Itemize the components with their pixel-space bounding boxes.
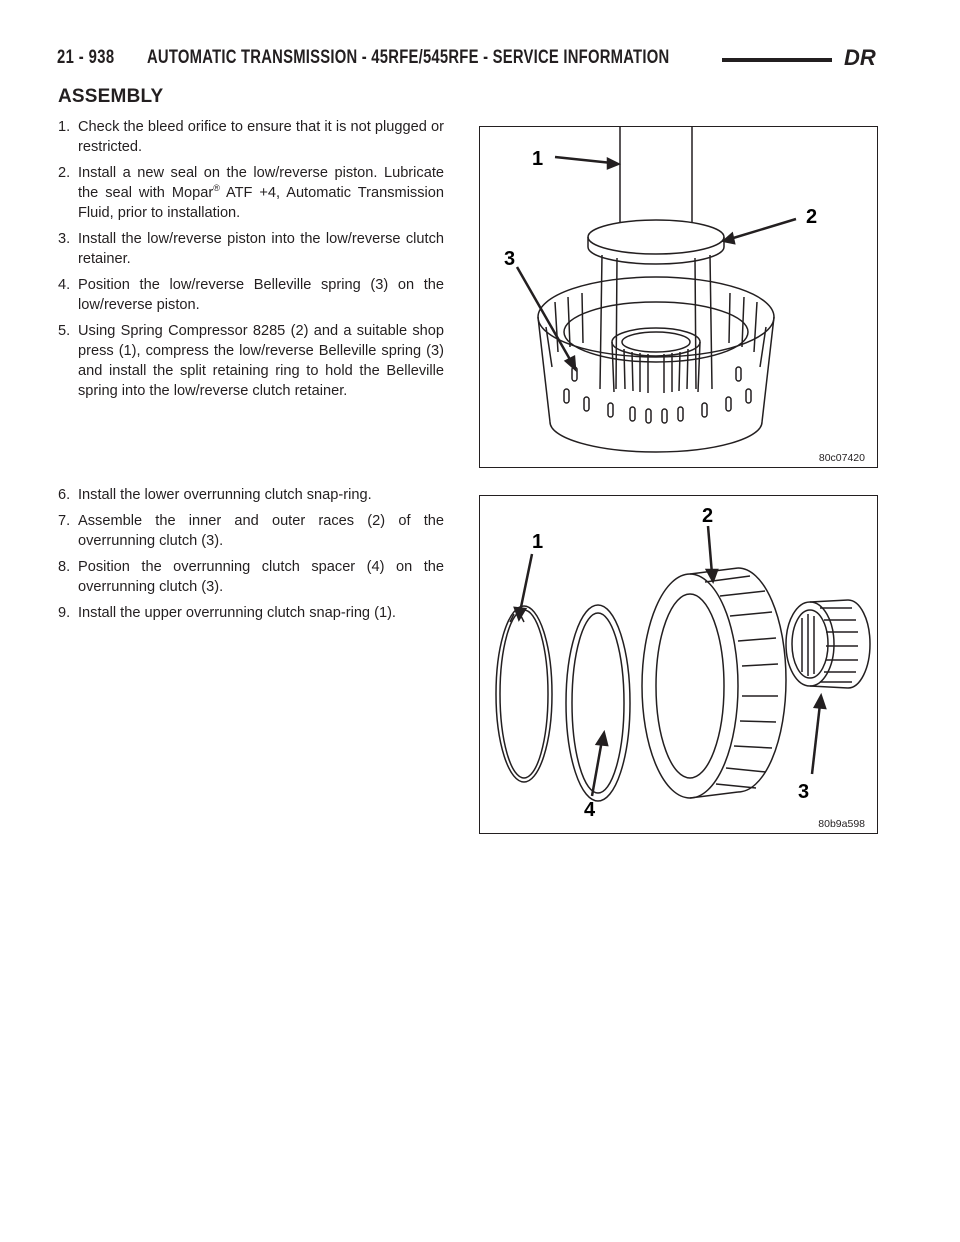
step-6: 6. Install the lower overrunning clutch snap-ring. — [58, 487, 372, 503]
leader-1 — [520, 554, 532, 612]
callout-3: 3 — [798, 781, 810, 803]
step-2: 2. Install a new seal on the low/reverse piston. Lubricate the seal with Mopar® ATF +4, Automatic Transmission Fluid, prior to installation. — [58, 165, 444, 221]
callout-1: 1 — [532, 531, 544, 553]
callout-1: 1 — [532, 148, 544, 170]
spring-compressor-illustration — [480, 127, 877, 467]
section-heading: ASSEMBLY — [58, 86, 164, 107]
header-code: DR — [844, 45, 876, 70]
step-4: 4. Position the low/reverse Belleville spring (3) on the low/reverse piston. — [58, 277, 444, 313]
step-8: 8. Position the overrunning clutch spacer (4) on the overrunning clutch (3). — [58, 559, 444, 595]
page-header — [57, 44, 877, 76]
leader-3 — [812, 704, 820, 774]
step-3: 3. Install the low/reverse piston into the low/reverse clutch retainer. — [58, 231, 444, 267]
assembly-steps-2 — [58, 485, 444, 629]
figure-caption-1: 80c07420 — [818, 452, 865, 464]
step-5: 5. Using Spring Compressor 8285 (2) and a suitable shop press (1), compress the low/reverse Belleville spring (3) and install the split retaining ring to hold the Belleville spring into the low/reverse clutch retainer. — [58, 323, 444, 399]
registered-mark: ® — [213, 183, 220, 194]
callout-4: 4 — [584, 799, 596, 821]
callout-2: 2 — [702, 505, 714, 527]
leader-4 — [592, 740, 602, 796]
figure-caption-2: 80b9a598 — [818, 818, 865, 830]
figure-spring-compressor — [479, 126, 878, 468]
leader-3 — [517, 267, 572, 363]
callout-3: 3 — [504, 248, 516, 270]
assembly-steps-1 — [58, 117, 444, 407]
step-9: 9. Install the upper overrunning clutch snap-ring (1). — [58, 605, 396, 621]
header-rule — [722, 58, 832, 62]
step-7: 7. Assemble the inner and outer races (2) of the overrunning clutch (3). — [58, 513, 444, 549]
overrunning-clutch-illustration — [480, 496, 877, 833]
step-1: 1. Check the bleed orifice to ensure that it is not plugged or restricted. — [58, 119, 444, 155]
leader-1 — [555, 157, 612, 163]
header-title: AUTOMATIC TRANSMISSION - 45RFE/545RFE - SERVICE INFORMATION — [147, 47, 670, 68]
figure-overrunning-clutch — [479, 495, 878, 834]
page-number: 21 - 938 — [57, 47, 115, 68]
callout-2: 2 — [806, 206, 818, 228]
leader-2 — [708, 526, 712, 574]
leader-2 — [730, 219, 796, 239]
